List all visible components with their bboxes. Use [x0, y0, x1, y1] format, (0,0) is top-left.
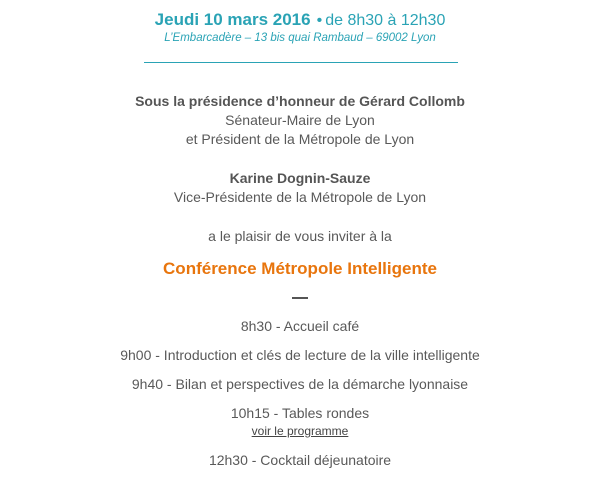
event-time: [317, 12, 446, 29]
presidence-role-line1: Sénateur-Maire de Lyon: [225, 112, 375, 128]
agenda-item: 9h00 - Introduction et clés de lecture de la ville intelligente: [120, 347, 480, 363]
program-link[interactable]: voir le programme: [251, 424, 349, 438]
event-address: L’Embarcadère – 13 bis quai Rambaud – 69002 Lyon: [164, 32, 436, 44]
program-link-row: [0, 424, 600, 438]
presidence-role-line2: et Président de la Métropole de Lyon: [185, 131, 415, 147]
header-divider: [144, 62, 458, 63]
vice-presidente-name: Karine Dognin-Sauze: [229, 170, 371, 186]
conference-title: Conférence Métropole Intelligente: [163, 259, 437, 278]
presidence-title: Sous la présidence d’honneur de Gérard Collomb: [135, 93, 465, 109]
vice-presidente-role: Vice-Présidente de la Métropole de Lyon: [173, 189, 427, 205]
agenda-item: 8h30 - Accueil café: [240, 318, 360, 334]
agenda-item: 12h30 - Cocktail déjeunatoire: [208, 452, 392, 468]
agenda-item: 9h40 - Bilan et perspectives de la démarche lyonnaise: [131, 376, 469, 392]
event-date: Jeudi 10 mars 2016: [154, 10, 311, 29]
agenda-item: 10h15 - Tables rondes: [230, 405, 370, 421]
title-dash-divider: [292, 297, 308, 299]
event-date-line: [0, 10, 600, 30]
event-time-text: de 8h30 à 12h30: [325, 12, 446, 29]
invitation-text: a le plaisir de vous inviter à la: [208, 228, 392, 244]
bullet-icon: •: [316, 12, 323, 29]
